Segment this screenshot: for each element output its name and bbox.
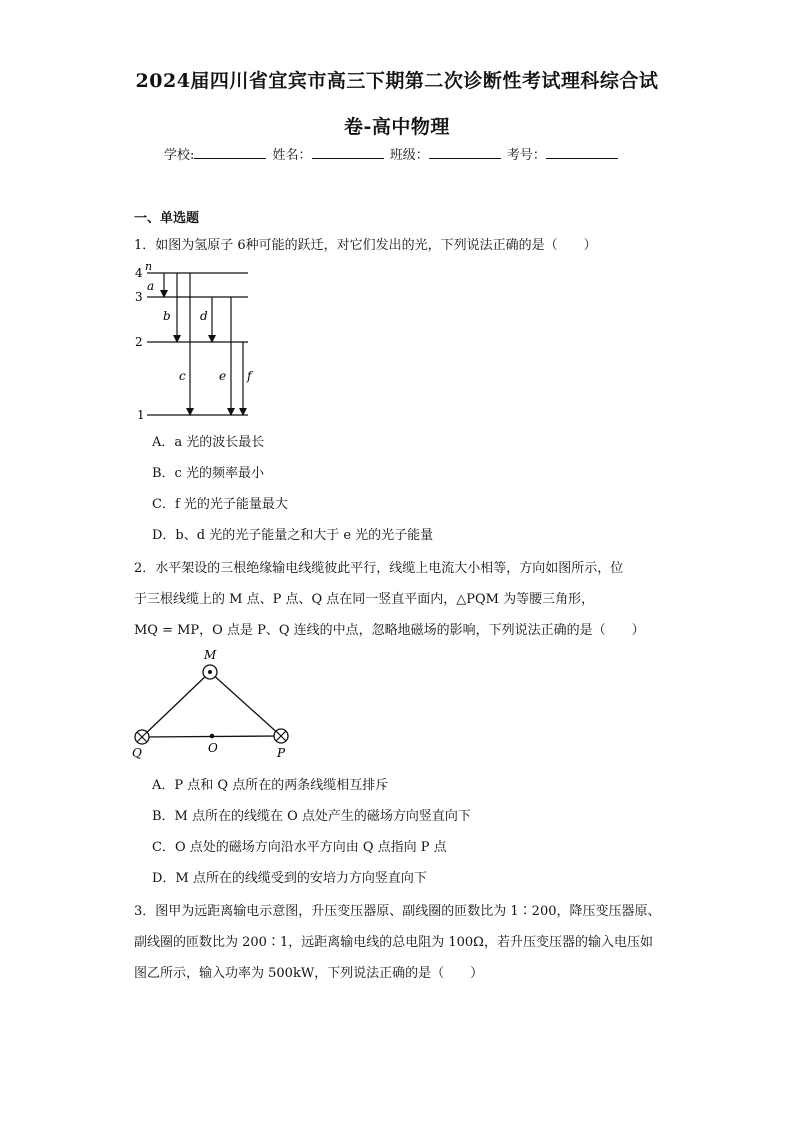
level-label-2: 2 [135, 335, 143, 349]
midpoint-o-dot [210, 734, 215, 739]
current-out-icon [203, 665, 217, 679]
q3-stem-line3: 图乙所示，输入功率为 500kW，下列说法正确的是（ ） [134, 966, 484, 981]
student-info-row [164, 144, 620, 163]
exam-number-label: 考号： [506, 148, 546, 163]
name-label: 姓名： [272, 148, 312, 163]
energy-level-diagram [130, 258, 260, 423]
transition-label-d: d [200, 309, 208, 323]
exam-number-blank [546, 146, 618, 159]
label-m: M [204, 648, 217, 662]
school-label: 学校: [164, 148, 195, 163]
current-in-icon-p [274, 729, 288, 743]
q1-option-d: D．b、d 光的光子能量之和大于 e 光的光子能量 [152, 528, 434, 543]
q3-stem-line1: 3．图甲为远距离输电示意图，升压变压器原、副线圈的匝数比为 1∶200，降压变压器原、 [134, 904, 661, 919]
label-o: O [208, 741, 218, 755]
transition-label-f: f [247, 369, 252, 383]
label-q: Q [132, 746, 142, 760]
level-label-4: 4 [135, 266, 143, 280]
transition-label-c: c [179, 369, 186, 383]
name-blank [312, 146, 384, 159]
label-p: P [277, 746, 286, 760]
school-blank [194, 146, 266, 159]
page-title-line1: 2024届四川省宜宾市高三下期第二次诊断性考试理科综合试 [135, 70, 659, 92]
q2-stem-line3: MQ = MP，O 点是 P、Q 连线的中点，忽略地磁场的影响，下列说法正确的是（ ） [134, 623, 645, 638]
q1-option-c: C．f 光的光子能量最大 [152, 497, 288, 512]
q1-stem: 1．如图为氢原子 6种可能的跃迁，对它们发出的光，下列说法正确的是（ ） [134, 238, 597, 253]
q3-stem-line2: 副线圈的匝数比为 200∶1，远距离输电线的总电阻为 100Ω，若升压变压器的输入电压如 [134, 935, 653, 950]
q1-option-b: B．c 光的频率最小 [152, 466, 264, 481]
q2-option-d: D．M 点所在的线缆受到的安培力方向竖直向下 [152, 871, 427, 886]
current-in-icon-q [135, 730, 149, 744]
q2-option-c: C．O 点处的磁场方向沿水平方向由 Q 点指向 P 点 [152, 840, 447, 855]
transition-label-a: a [147, 279, 155, 293]
page-title-line2: 卷-高中物理 [344, 116, 450, 138]
q2-stem-line2: 于三根线缆上的 M 点、P 点、Q 点在同一竖直平面内，△PQM 为等腰三角形， [134, 592, 595, 607]
side-mp [210, 672, 281, 736]
class-label: 班级： [389, 148, 429, 163]
level-label-1: 1 [137, 408, 145, 422]
section-title: 一、单选题 [134, 211, 200, 226]
q2-stem-line1: 2．水平架设的三根绝缘输电线缆彼此平行，线缆上电流大小相等，方向如图所示，位 [134, 561, 624, 576]
transition-label-e: e [219, 369, 227, 383]
q1-option-a: A．a 光的波长最长 [152, 435, 265, 450]
level-label-3: 3 [135, 290, 143, 304]
class-blank [429, 146, 501, 159]
cable-triangle-diagram [128, 644, 298, 762]
side-mq [142, 672, 210, 737]
n-label: n [145, 260, 153, 273]
q2-option-b: B．M 点所在的线缆在 O 点处产生的磁场方向竖直向下 [152, 809, 471, 824]
q2-option-a: A．P 点和 Q 点所在的两条线缆相互排斥 [152, 778, 389, 793]
transition-label-b: b [163, 309, 171, 323]
